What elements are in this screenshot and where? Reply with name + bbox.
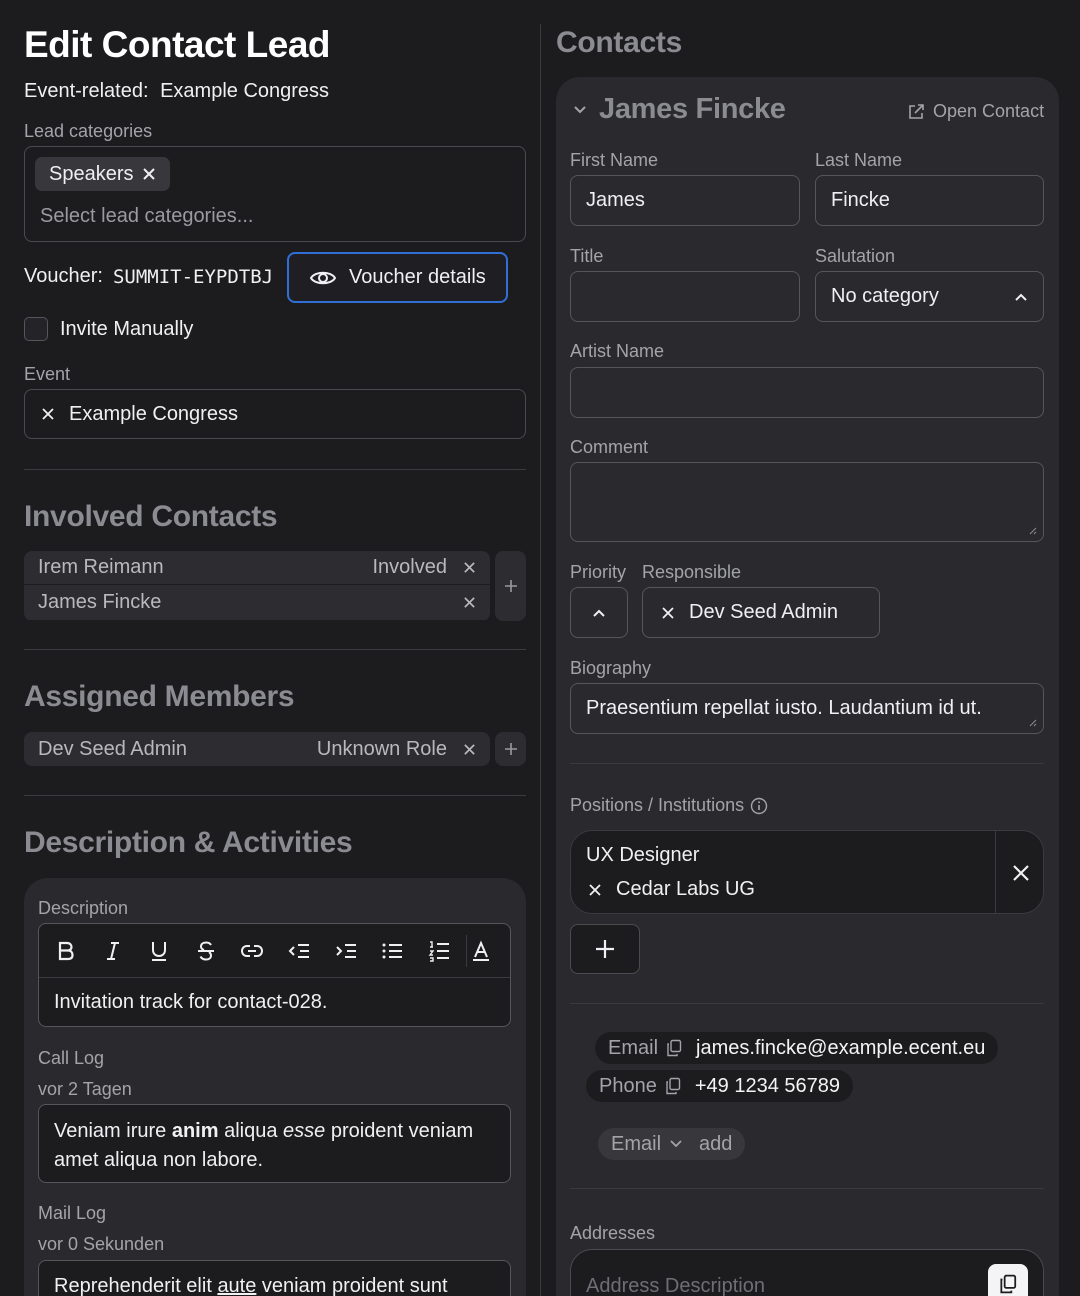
toolbar-separator xyxy=(466,935,467,967)
first-name-label: First Name xyxy=(570,150,659,170)
priority-select[interactable] xyxy=(570,587,628,638)
involved-contact-row[interactable] xyxy=(24,551,490,585)
description-panel xyxy=(24,878,526,1296)
salutation-select[interactable] xyxy=(815,271,1044,322)
positions-label: Positions / Institutions xyxy=(570,795,745,815)
copy-icon xyxy=(999,1274,1017,1294)
contact-name: James Fincke xyxy=(38,591,162,613)
add-entry-label[interactable]: add xyxy=(699,1132,733,1155)
chevron-up-icon xyxy=(592,608,606,618)
addresses-label: Addresses xyxy=(570,1223,656,1243)
description-title: Description & Activities xyxy=(24,826,353,859)
category-chip xyxy=(35,157,170,191)
call-log-text: Veniam irure xyxy=(54,1120,172,1142)
open-contact-link[interactable] xyxy=(907,101,1044,122)
contact-entry-phone[interactable] xyxy=(586,1070,853,1102)
last-name-label: Last Name xyxy=(815,150,903,170)
involved-contacts-title: Involved Contacts xyxy=(24,500,278,533)
remove-position-button[interactable] xyxy=(995,831,1044,914)
editor-toolbar xyxy=(39,924,510,978)
positions-label-line xyxy=(570,795,768,816)
contact-panel xyxy=(556,77,1059,1296)
entry-key: Email xyxy=(608,1036,659,1059)
page-title: Edit Contact Lead xyxy=(24,24,331,65)
lead-categories-select[interactable] xyxy=(24,146,526,242)
voucher-code: SUMMIT-EYPDTBJ xyxy=(112,265,274,288)
remove-contact-icon[interactable] xyxy=(463,561,476,574)
external-link-icon xyxy=(907,103,925,121)
contact-entry-email[interactable] xyxy=(595,1032,998,1064)
clear-event-icon[interactable] xyxy=(41,407,55,421)
position-card xyxy=(570,830,1044,914)
artist-name-label: Artist Name xyxy=(570,341,665,361)
underline-icon[interactable] xyxy=(136,925,183,977)
add-entry-control[interactable] xyxy=(598,1128,745,1160)
responsible-select[interactable] xyxy=(642,587,880,638)
first-name-value: James xyxy=(586,189,645,211)
plus-icon xyxy=(504,579,518,593)
divider xyxy=(24,469,526,470)
comment-textarea[interactable] xyxy=(570,462,1044,542)
biography-value: Praesentium repellat iusto. Laudantium id ut. xyxy=(586,697,982,719)
voucher-details-label: Voucher details xyxy=(349,266,486,288)
contacts-title: Contacts xyxy=(556,26,682,59)
call-log-text: proident veniam amet aliqua non labore. xyxy=(54,1120,474,1171)
link-icon[interactable] xyxy=(229,925,276,977)
plus-icon xyxy=(595,939,615,959)
member-role: Unknown Role xyxy=(316,737,447,760)
title-label: Title xyxy=(570,246,604,266)
responsible-value: Dev Seed Admin xyxy=(689,601,838,623)
lead-categories-label: Lead categories xyxy=(24,121,153,141)
contact-name: Irem Reimann xyxy=(38,556,164,578)
outdent-icon[interactable] xyxy=(276,925,323,977)
resize-handle-icon[interactable] xyxy=(1027,717,1037,727)
position-title: UX Designer xyxy=(586,844,700,866)
lead-categories-placeholder: Select lead categories... xyxy=(40,205,254,227)
resize-handle-icon[interactable] xyxy=(1027,525,1037,535)
address-placeholder: Address Description xyxy=(586,1275,765,1296)
remove-contact-icon[interactable] xyxy=(463,596,476,609)
event-select[interactable] xyxy=(24,389,526,439)
bold-icon[interactable] xyxy=(43,925,90,977)
call-log-time: vor 2 Tagen xyxy=(38,1079,132,1099)
close-icon xyxy=(1011,863,1031,883)
biography-label: Biography xyxy=(570,658,652,678)
copy-icon[interactable] xyxy=(666,1039,682,1057)
column-divider xyxy=(540,24,541,1296)
mail-log-text: veniam proident sunt xyxy=(256,1275,448,1296)
divider xyxy=(570,1188,1044,1189)
title-input[interactable] xyxy=(570,271,800,322)
description-label: Description xyxy=(38,898,129,918)
italic-icon[interactable] xyxy=(90,925,137,977)
call-log-entry[interactable] xyxy=(38,1104,511,1183)
info-icon[interactable] xyxy=(750,797,768,815)
chevron-down-icon xyxy=(669,1139,683,1149)
bullet-list-icon[interactable] xyxy=(369,925,416,977)
voucher-details-button[interactable] xyxy=(287,252,508,303)
divider xyxy=(24,649,526,650)
add-type-select[interactable]: Email xyxy=(611,1132,662,1155)
voucher-label: Voucher: xyxy=(24,265,103,287)
divider xyxy=(570,763,1044,764)
collapse-chevron-icon[interactable] xyxy=(573,105,587,115)
remove-institution-icon[interactable] xyxy=(588,883,602,897)
mail-log-label: Mail Log xyxy=(38,1203,107,1223)
salutation-value: No category xyxy=(831,285,939,307)
event-related-line xyxy=(24,80,329,103)
priority-label: Priority xyxy=(570,562,627,582)
remove-member-icon[interactable] xyxy=(463,743,476,756)
responsible-label: Responsible xyxy=(642,562,742,582)
event-value: Example Congress xyxy=(69,402,238,425)
entry-value: james.fincke@example.ecent.eu xyxy=(696,1036,986,1059)
artist-name-input[interactable] xyxy=(570,367,1044,418)
mail-log-text: Reprehenderit elit xyxy=(54,1275,218,1296)
comment-label: Comment xyxy=(570,437,649,457)
divider xyxy=(24,795,526,796)
call-log-bold: anim xyxy=(171,1120,219,1142)
chevron-up-icon xyxy=(1014,292,1028,302)
call-log-label: Call Log xyxy=(38,1048,105,1068)
strikethrough-icon[interactable] xyxy=(183,925,230,977)
description-editor[interactable] xyxy=(38,923,511,1027)
divider xyxy=(570,1003,1044,1004)
entry-key: Phone xyxy=(599,1074,657,1097)
voucher-line xyxy=(24,265,273,288)
contact-role: Involved xyxy=(372,556,447,578)
first-name-input[interactable] xyxy=(570,175,800,226)
add-position-button[interactable] xyxy=(570,924,640,974)
category-chip-label: Speakers xyxy=(49,162,134,185)
add-member-button[interactable] xyxy=(495,732,526,766)
clear-responsible-icon[interactable] xyxy=(661,606,675,620)
assigned-member-row[interactable] xyxy=(24,732,490,766)
copy-address-button[interactable] xyxy=(988,1264,1028,1296)
invite-manually-label: Invite Manually xyxy=(60,318,194,340)
last-name-value: Fincke xyxy=(831,189,890,211)
call-log-text: aliqua xyxy=(218,1120,284,1142)
involved-contacts-list xyxy=(24,551,490,621)
remove-category-icon[interactable] xyxy=(142,167,156,181)
involved-contact-row[interactable] xyxy=(24,585,490,620)
copy-icon[interactable] xyxy=(665,1077,681,1095)
indent-icon[interactable] xyxy=(322,925,369,977)
event-related-value: Example Congress xyxy=(160,80,330,102)
invite-manually-checkbox[interactable] xyxy=(24,317,48,341)
eye-icon xyxy=(309,268,337,288)
event-label: Event xyxy=(24,364,71,384)
text-color-icon[interactable] xyxy=(471,925,498,977)
call-log-italic: esse xyxy=(283,1120,326,1142)
event-related-label: Event-related: xyxy=(24,80,149,102)
assigned-members-title: Assigned Members xyxy=(24,680,295,713)
biography-textarea[interactable] xyxy=(570,683,1044,734)
member-name: Dev Seed Admin xyxy=(38,737,187,760)
address-card[interactable] xyxy=(570,1249,1044,1296)
mail-log-underlined: aute xyxy=(217,1275,257,1296)
contact-name-heading: James Fincke xyxy=(599,93,786,125)
position-institution-line xyxy=(588,878,755,901)
mail-log-entry[interactable] xyxy=(38,1260,511,1296)
numbered-list-icon[interactable] xyxy=(415,925,462,977)
entry-value: +49 1234 56789 xyxy=(694,1074,840,1097)
description-text: Invitation track for contact-028. xyxy=(54,991,328,1013)
open-contact-label: Open Contact xyxy=(933,101,1045,121)
last-name-input[interactable] xyxy=(815,175,1044,226)
position-institution: Cedar Labs UG xyxy=(616,878,755,900)
plus-icon xyxy=(504,742,518,756)
mail-log-time: vor 0 Sekunden xyxy=(38,1234,165,1254)
add-contact-button[interactable] xyxy=(495,551,526,621)
salutation-label: Salutation xyxy=(815,246,896,266)
